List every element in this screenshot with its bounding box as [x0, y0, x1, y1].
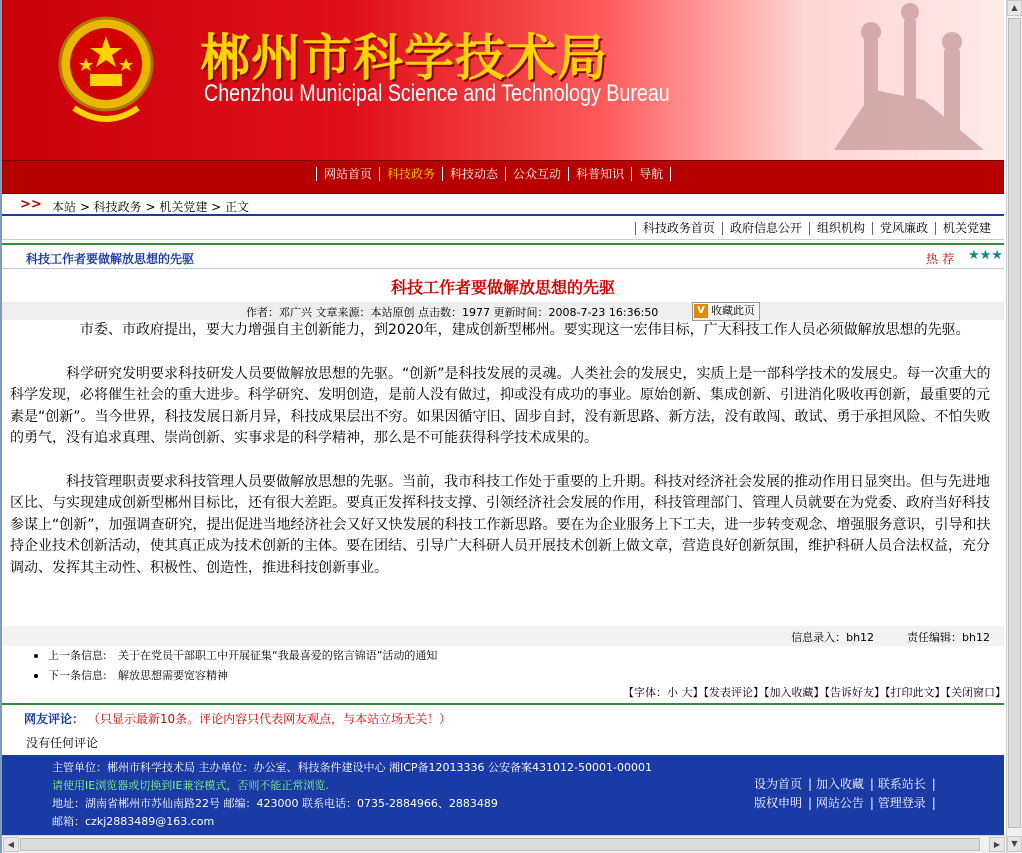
national-emblem-icon	[56, 12, 156, 130]
article-bar-title: 科技工作者要做解放思想的先驱	[26, 252, 195, 266]
article-meta	[2, 302, 1004, 320]
next-label: 下一条信息:	[48, 669, 107, 682]
article-paragraph: 科学研究发明要求科技研发人员要做解放思想的先驱。“创新”是科技发展的灵魂。人类社会的发展史，实质上是一部科学技术的发展史。每一次重大的科学发现，必将催生社会的重大进步。科学研究、发明创造，是前人没有做过，抑或没有成功的事业。原始创新、集成创新、引进消化吸收再创新，最重要的元素是“创新”。当今世界，科技发展日新月异，科技成果层出不穷。如果因循守旧、固步自封，没有新思路、新方法，没有敢闯、敢试、勇于承担风险、不怕失败的勇气，没有追求真理、崇尚创新、实事求是的科学精神，那么是不可能获得科学技术成果的。	[10, 365, 991, 446]
vertical-scrollbar[interactable]	[1006, 0, 1022, 853]
scroll-up-icon[interactable]: ▲	[1007, 0, 1022, 16]
comments-heading: 网友评论：	[24, 712, 85, 726]
footer-line-email: 邮箱：czkj2883489@163.com	[52, 815, 215, 828]
site-title-cn: 郴州市科学技术局	[200, 29, 608, 87]
nav-item-affairs[interactable]: 科技政务	[379, 167, 442, 181]
main-nav	[2, 160, 1004, 194]
next-item	[48, 666, 437, 686]
prev-next-list	[48, 646, 437, 686]
article-tools[interactable]: 【字体：小 大】【发表评论】【加入收藏】【告诉好友】【打印此文】【关闭窗口】	[623, 686, 1006, 699]
breadcrumb	[2, 194, 1004, 216]
subnav-item-affairs-home[interactable]: 科技政务首页	[635, 222, 722, 235]
article-meta-text: 作者：邓广兴 文章来源：本站原创 点击数：1977 更新时间：2008-7-23 16:36:50	[246, 306, 659, 319]
footer-links: 设为首页 | 加入收藏 | 联系站长 | 版权申明 | 网站公告 | 管理登录 |	[754, 777, 936, 810]
site-title-en: Chenzhou Municipal Science and Technology Bureau	[204, 80, 670, 107]
subnav-item-integrity[interactable]: 党风廉政	[872, 222, 935, 235]
favorite-label: 收藏此页	[711, 304, 755, 317]
comments-note: （只显示最新10条。评论内容只代表网友观点，与本站立场无关！）	[87, 712, 452, 726]
bullet-icon	[34, 654, 38, 658]
scroll-right-icon[interactable]: ▶	[989, 837, 1005, 852]
scroll-down-icon[interactable]: ▼	[1007, 836, 1022, 852]
article-paragraph: 市委、市政府提出，要大力增强自主创新能力，到2020年，建成创新型郴州。要实现这一宏伟目标，广大科技工作人员必须做解放思想的先驱。	[10, 322, 970, 338]
footer-link-copyright[interactable]: 版权申明	[754, 796, 803, 810]
prev-item	[48, 646, 437, 666]
scroll-left-icon[interactable]: ◀	[3, 837, 19, 852]
input-info-text: 信息录入：bh12 责任编辑：bh12	[791, 631, 990, 644]
breadcrumb-path[interactable]: 本站 > 科技政务 > 机关党建 > 正文	[52, 200, 250, 214]
article-paragraph: 科技管理职责要求科技管理人员要做解放思想的先驱。当前，我市科技工作处于重要的上升期。科技对经济社会发展的推动作用日显突出。但与先进地区比、与实现建成创新型郴州目标比，还有很大差距。要真正发挥科技支撑、引领经济社会发展的作用，科技管理部门、管理人员就要在为党委、政府当好科技参谋上“创新”，加强调查研究，提出促进当地经济社会又好又快发展的科技工作新思路。要在为企业服务上下工夫，进一步转变观念、增强服务意识，引导和扶持企业技术创新活动，使其真正成为技术创新的主体。要在团结、引导广大科研人员开展技术创新上做文章，营造良好创新氛围，维护科研人员合法权益，充分调动、发挥其主动性、积极性、创造性，推进科技创新事业。	[10, 473, 991, 576]
footer-link-sethome[interactable]: 设为首页	[754, 777, 803, 791]
footer-link-contact[interactable]: 联系站长	[877, 777, 926, 791]
nav-item-home[interactable]: 网站首页	[316, 167, 379, 181]
nav-item-interaction[interactable]: 公众互动	[505, 167, 568, 181]
footer-link-favorite[interactable]: 加入收藏	[815, 777, 864, 791]
footer-line-sponsor: 主管单位：郴州市科学技术局 主办单位：办公室、科技条件建设中心 湘ICP备12013336 公安备案431012-50001-00001	[52, 761, 652, 774]
nav-item-guide[interactable]: 导航	[631, 167, 671, 181]
favorite-icon: V	[694, 304, 708, 318]
favorite-button[interactable]	[692, 302, 760, 321]
breadcrumb-arrow-icon: >>	[20, 197, 42, 212]
input-info-bar	[2, 626, 1004, 646]
no-comments-text: 没有任何评论	[26, 736, 99, 750]
prev-label: 上一条信息:	[48, 649, 107, 662]
hot-label: 热荐	[926, 252, 959, 266]
vertical-scroll-thumb[interactable]	[1008, 18, 1021, 828]
horizontal-scrollbar[interactable]	[2, 835, 1006, 853]
footer-info	[52, 759, 652, 831]
footer-line-address: 地址：湖南省郴州市苏仙南路22号 邮编：423000 联系电话：0735-2884966、2883489	[52, 797, 498, 810]
footer-link-notice[interactable]: 网站公告	[815, 796, 864, 810]
prev-link[interactable]: 关于在党员干部职工中开展征集“我最喜爱的铭言锦语”活动的通知	[118, 649, 438, 662]
rating-stars-icon: ★★★	[968, 248, 1003, 263]
sculpture-image	[754, 0, 1004, 160]
section-divider	[2, 703, 1004, 705]
comments-header	[24, 710, 451, 727]
bullet-icon	[34, 674, 38, 678]
nav-item-news[interactable]: 科技动态	[442, 167, 505, 181]
subnav-item-public-info[interactable]: 政府信息公开	[722, 222, 809, 235]
site-footer	[2, 755, 1004, 835]
subnav-item-party[interactable]: 机关党建	[935, 222, 998, 235]
next-link[interactable]: 解放思想需要宽容精神	[118, 669, 228, 682]
footer-browser-warning: 请使用IE浏览器或切换到IE兼容模式，否则不能正常浏览.	[52, 779, 329, 792]
nav-item-science[interactable]: 科普知识	[568, 167, 631, 181]
sub-nav	[2, 218, 1004, 240]
horizontal-scroll-thumb[interactable]	[20, 838, 980, 851]
footer-link-admin[interactable]: 管理登录	[877, 796, 926, 810]
article-title: 科技工作者要做解放思想的先驱	[390, 278, 615, 297]
header-banner	[2, 0, 1004, 160]
article-body	[10, 320, 1000, 601]
subnav-item-organization[interactable]: 组织机构	[809, 222, 872, 235]
article-title-bar	[2, 243, 1004, 269]
